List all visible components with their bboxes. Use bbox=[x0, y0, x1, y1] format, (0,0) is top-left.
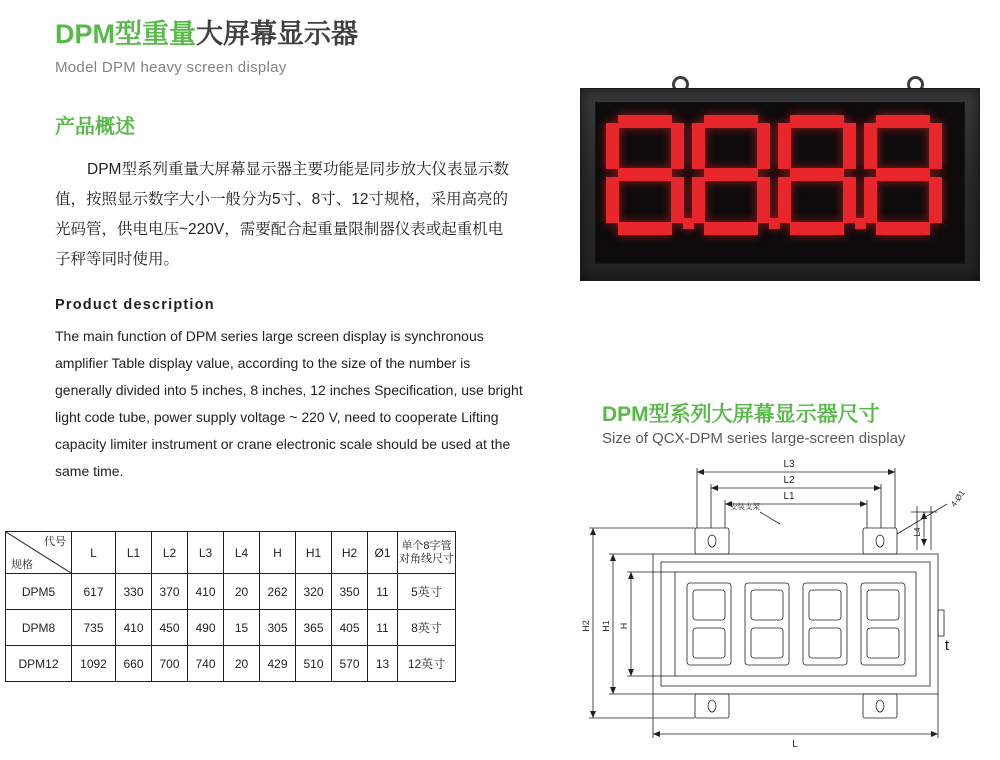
cell-h: 262 bbox=[260, 574, 296, 610]
cell-l4: 15 bbox=[224, 610, 260, 646]
cell-h: 305 bbox=[260, 610, 296, 646]
page-title-part-1: DPM型重量 bbox=[55, 19, 196, 49]
description-paragraph-en: The main function of DPM series large screen display is synchronous amplifier Table display value, according to the size of the number is generally divided into 5 inches, 8 inches, 12 inches Specification, use bright light code tube, power supply voltage ~ 220 V, need to cooperate Lifting capacity limiter instrument or crane electronic scale should be used at the same time. bbox=[55, 328, 523, 479]
cell-o1: 11 bbox=[368, 610, 398, 646]
table-col-header-diagonal-line2: 对角线尺寸 bbox=[399, 552, 454, 565]
specification-table-container bbox=[5, 531, 456, 682]
table-col-header-l1: L1 bbox=[116, 532, 152, 574]
display-enclosure bbox=[580, 88, 980, 281]
label-h2: H2 bbox=[581, 620, 591, 632]
table-col-header-l3: L3 bbox=[188, 532, 224, 574]
page-title bbox=[55, 12, 575, 51]
table-col-header-diagonal bbox=[398, 532, 456, 574]
label-t: t bbox=[944, 637, 950, 654]
table-corner-top-label: 代号 bbox=[44, 536, 66, 548]
display-screen bbox=[595, 102, 965, 264]
cell-l4: 20 bbox=[224, 646, 260, 682]
label-l: L bbox=[792, 739, 798, 750]
cell-diagonal: 5英寸 bbox=[398, 574, 456, 610]
specification-table bbox=[5, 531, 456, 682]
table-row bbox=[6, 610, 456, 646]
cell-l3: 410 bbox=[188, 574, 224, 610]
table-col-header-h: H bbox=[260, 532, 296, 574]
cell-h2: 350 bbox=[332, 574, 368, 610]
led-digits bbox=[606, 115, 942, 235]
table-corner-bottom-label: 规格 bbox=[11, 559, 33, 571]
dimensions-heading-cn: DPM型系列大屏幕显示器尺寸 bbox=[602, 403, 880, 426]
label-h: H bbox=[619, 622, 629, 630]
table-col-header-h1: H1 bbox=[296, 532, 332, 574]
row-model: DPM12 bbox=[6, 646, 72, 682]
led-digit bbox=[606, 115, 684, 235]
cell-h2: 405 bbox=[332, 610, 368, 646]
label-phi1: 4-Ø1 bbox=[949, 488, 967, 509]
dimension-drawing bbox=[575, 450, 1000, 750]
row-model: DPM5 bbox=[6, 574, 72, 610]
table-col-header-l2: L2 bbox=[152, 532, 188, 574]
cell-l2: 450 bbox=[152, 610, 188, 646]
cell-o1: 11 bbox=[368, 574, 398, 610]
row-model: DPM8 bbox=[6, 610, 72, 646]
dimensions-heading-en: Size of QCX-DPM series large-screen display bbox=[602, 430, 906, 447]
cell-h1: 320 bbox=[296, 574, 332, 610]
cell-l3: 490 bbox=[188, 610, 224, 646]
cell-h2: 570 bbox=[332, 646, 368, 682]
overview-heading: 产品概述 bbox=[55, 116, 135, 138]
cell-l: 735 bbox=[72, 610, 116, 646]
cell-l3: 740 bbox=[188, 646, 224, 682]
cell-l1: 410 bbox=[116, 610, 152, 646]
cell-o1: 13 bbox=[368, 646, 398, 682]
label-l2: L2 bbox=[783, 475, 795, 486]
table-corner-cell bbox=[6, 532, 72, 574]
cell-diagonal: 8英寸 bbox=[398, 610, 456, 646]
table-row bbox=[6, 646, 456, 682]
table-header-row bbox=[6, 532, 456, 574]
table-col-header-diagonal-line1: 单个8字管 bbox=[401, 539, 452, 552]
table-col-header-o1: Ø1 bbox=[368, 532, 398, 574]
overview-paragraph-cn-text: DPM型系列重量大屏幕显示器主要功能是同步放大仪表显示数值，按照显示数字大小一般分为5寸、8寸、12寸规格，采用高亮的光码管，供电电压~220V，需要配合起重量限制器仪表或起重机电子秤等同时使用。 bbox=[55, 161, 509, 268]
cell-h1: 510 bbox=[296, 646, 332, 682]
page-subtitle: Model DPM heavy screen display bbox=[55, 59, 287, 76]
cell-l1: 660 bbox=[116, 646, 152, 682]
table-col-header-l4: L4 bbox=[224, 532, 260, 574]
dimension-drawing-svg bbox=[575, 450, 1000, 750]
cell-l: 617 bbox=[72, 574, 116, 610]
table-col-header-h2: H2 bbox=[332, 532, 368, 574]
page-title-part-2: 大屏幕显示器 bbox=[196, 19, 358, 49]
label-mounting-bracket: 安装支架 bbox=[730, 502, 760, 511]
led-digit bbox=[692, 115, 770, 235]
label-l1: L1 bbox=[783, 491, 795, 502]
led-digit bbox=[864, 115, 942, 235]
product-photo bbox=[580, 76, 980, 281]
cell-l1: 330 bbox=[116, 574, 152, 610]
cell-h1: 365 bbox=[296, 610, 332, 646]
label-l3: L3 bbox=[783, 459, 795, 470]
table-col-header-l: L bbox=[72, 532, 116, 574]
led-digit bbox=[778, 115, 856, 235]
cell-h: 429 bbox=[260, 646, 296, 682]
cell-l2: 700 bbox=[152, 646, 188, 682]
cell-l4: 20 bbox=[224, 574, 260, 610]
overview-paragraph-cn bbox=[55, 155, 515, 275]
description-heading-en: Product description bbox=[55, 297, 215, 313]
label-l4: L4 bbox=[913, 527, 922, 537]
cell-l: 1092 bbox=[72, 646, 116, 682]
table-row bbox=[6, 574, 456, 610]
cell-l2: 370 bbox=[152, 574, 188, 610]
cell-diagonal: 12英寸 bbox=[398, 646, 456, 682]
label-h1: H1 bbox=[601, 620, 611, 632]
